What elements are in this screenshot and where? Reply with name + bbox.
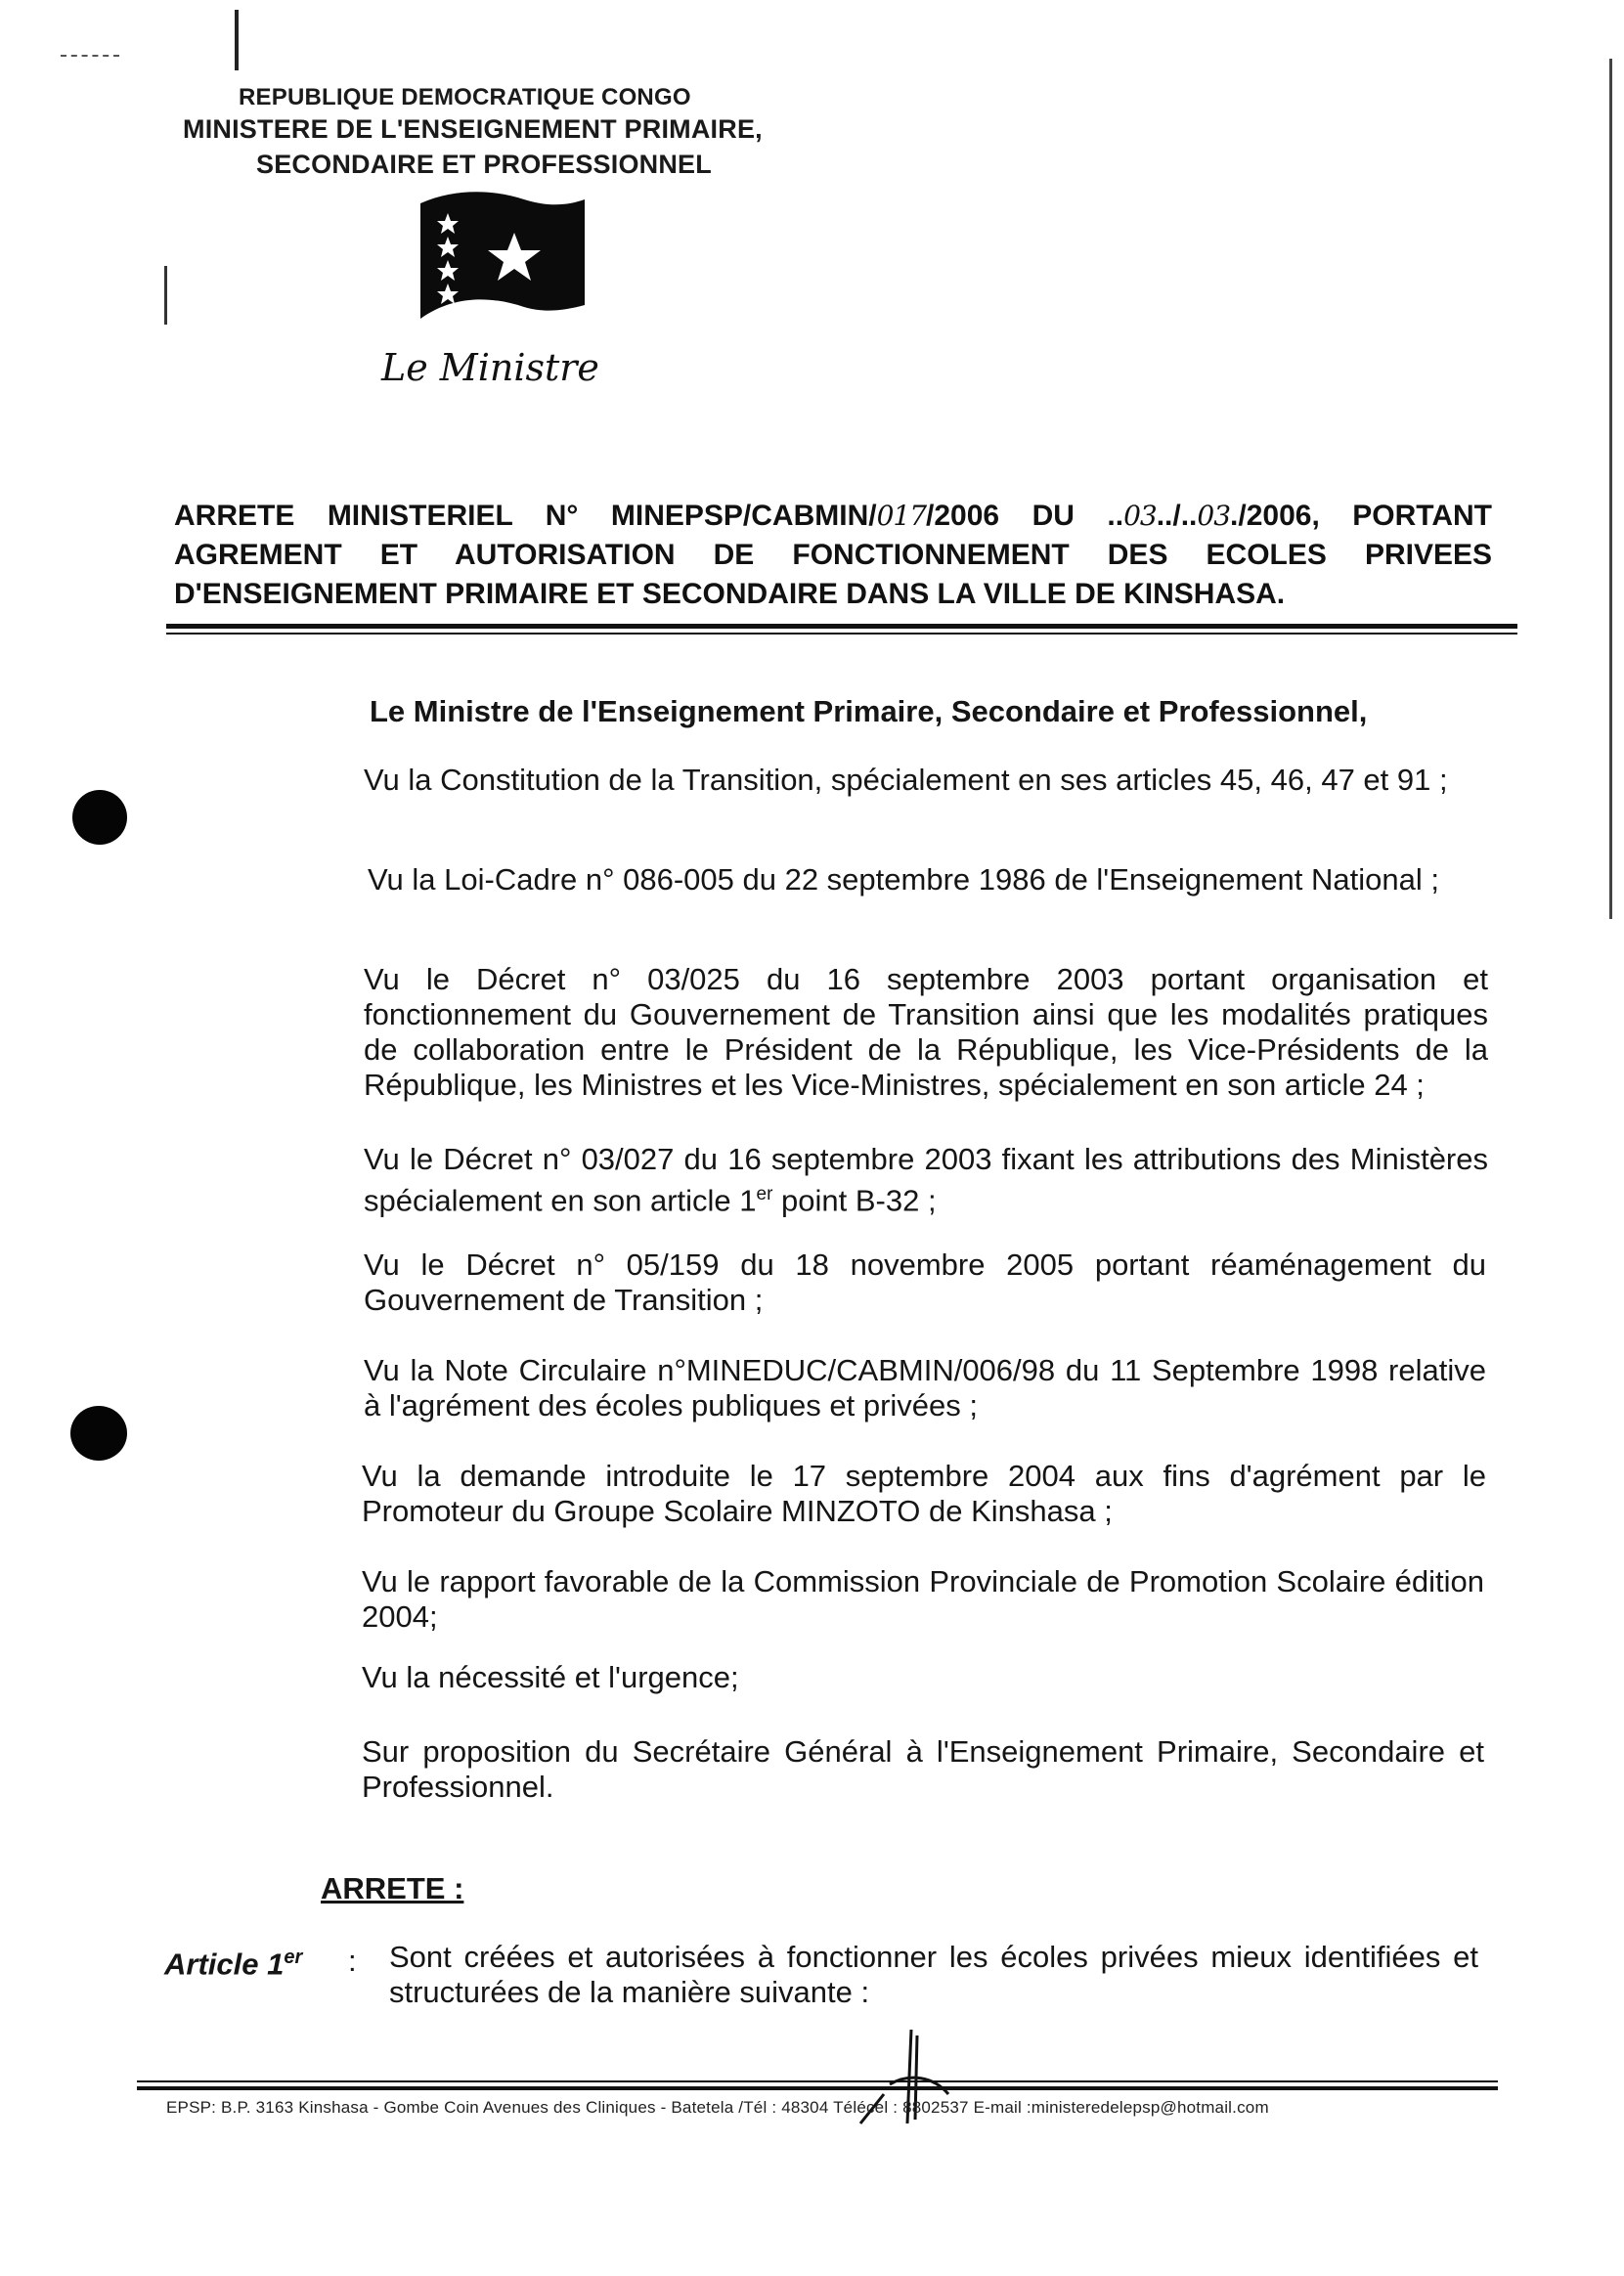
vu-decret-05-159 [170, 1247, 1486, 1318]
title-suffix: ./2006, PORTANT [1230, 500, 1493, 532]
vu7-text: Vu la demande introduite le 17 septembre 2004 aux fins d'agrément par le Promoteur du Groupe Scolaire MINZOTO de Kinshasa ; [362, 1459, 1486, 1528]
ministry-line-1: MINISTERE DE L'ENSEIGNEMENT PRIMAIRE, [183, 114, 763, 144]
scan-mark [235, 10, 239, 70]
title-prefix: ARRETE MINISTERIEL N° MINEPSP/CABMIN/ [174, 500, 877, 532]
footer-contact: EPSP: B.P. 3163 Kinshasa - Gombe Coin Avenues des Cliniques - Batetela /Tél : 48304 Télécel : 8802537 E-mail :ministeredelepsp@hotmail.com [166, 2098, 1269, 2117]
vu4-sup: er [756, 1184, 773, 1204]
vu2-text: Vu la Loi-Cadre n° 086-005 du 22 septembre 1986 de l'Enseignement National ; [368, 862, 1439, 897]
vu-decret-03-025 [170, 962, 1488, 1103]
handwritten-day: 03 [1123, 500, 1157, 532]
title-line-1 [174, 497, 1492, 536]
article-1-label [164, 1940, 302, 1982]
vu4-b: point B-32 ; [772, 1183, 937, 1218]
vu-demande [168, 1459, 1486, 1529]
vu3-text: Vu le Décret n° 03/025 du 16 septembre 2003 portant organisation et fonctionnement du Gouvernement de Transition ainsi que les modalités pratiques de collaboration entre le Président de la République, les Vice-Présidents de la République, les Ministres et les Vice-Ministres, spécialement en son article 24 ; [364, 962, 1488, 1102]
title-line-2: AGREMENT ET AUTORISATION DE FONCTIONNEMENT DES ECOLES PRIVEES [174, 539, 1492, 571]
vu-decret-03-027 [170, 1142, 1488, 1218]
vu4-text [170, 1142, 1488, 1218]
intro-line: Le Ministre de l'Enseignement Primaire, Secondaire et Professionnel, [370, 694, 1368, 728]
vu-loi-cadre [172, 862, 1492, 897]
vu10-text: Sur proposition du Secrétaire Général à l'Enseignement Primaire, Secondaire et Professionnel. [362, 1734, 1484, 1804]
flag-emblem-icon [417, 192, 589, 332]
arrete-heading: ARRETE : [321, 1871, 464, 1905]
scan-edge-line [1609, 59, 1612, 919]
scan-speck [61, 55, 119, 63]
vu-necessite: Vu la nécessité et l'urgence; [362, 1660, 739, 1694]
signature-title: Le Ministre [381, 346, 599, 389]
sur-proposition [166, 1734, 1484, 1805]
article-1-text: Article 1 [164, 1947, 285, 1982]
article-1-body: Sont créées et autorisées à fonctionner les écoles privées mieux identifiées et structurées de la manière suivante : [389, 1940, 1478, 2009]
title-rule-thick [166, 624, 1517, 629]
title-mid: /2006 DU .. [926, 500, 1124, 532]
date-separator: ../.. [1156, 500, 1198, 532]
vu-rapport [168, 1564, 1484, 1635]
punch-hole [70, 1406, 127, 1461]
article-1-colon: : [348, 1944, 357, 1978]
article-1-sup: er [284, 1947, 303, 1968]
country-name: REPUBLIQUE DEMOCRATIQUE CONGO [239, 84, 691, 110]
vu1-text: Vu la Constitution de la Transition, spécialement en ses articles 45, 46, 47 et 91 ; [364, 763, 1448, 797]
title-line-3: D'ENSEIGNEMENT PRIMAIRE ET SECONDAIRE DANS LA VILLE DE KINSHASA. [174, 578, 1286, 610]
vu5-text: Vu le Décret n° 05/159 du 18 novembre 2005 portant réaménagement du Gouvernement de Transition ; [364, 1247, 1486, 1317]
ministry-line-2: SECONDAIRE ET PROFESSIONNEL [256, 150, 712, 179]
handwritten-month: 03 [1197, 500, 1231, 532]
punch-hole [72, 790, 127, 845]
title-rule-thin [166, 633, 1517, 635]
scan-mark [164, 266, 167, 325]
vu6-text: Vu la Note Circulaire n°MINEDUC/CABMIN/006/98 du 11 Septembre 1998 relative à l'agrément des écoles publiques et privées ; [364, 1353, 1486, 1422]
footer-rule-thin [137, 2080, 1498, 2082]
decree-title [174, 497, 1492, 614]
vu8-text: Vu le rapport favorable de la Commission Provinciale de Promotion Scolaire édition 2004; [362, 1564, 1484, 1634]
vu-constitution [168, 763, 1488, 798]
vu4-a: Vu le Décret n° 03/027 du 16 septembre 2003 fixant les attributions des Ministères spécialement en son article 1 [364, 1142, 1488, 1218]
vu-note-circulaire [170, 1353, 1486, 1423]
handwritten-number: 017 [876, 500, 927, 532]
footer-rule-thick [137, 2086, 1498, 2090]
